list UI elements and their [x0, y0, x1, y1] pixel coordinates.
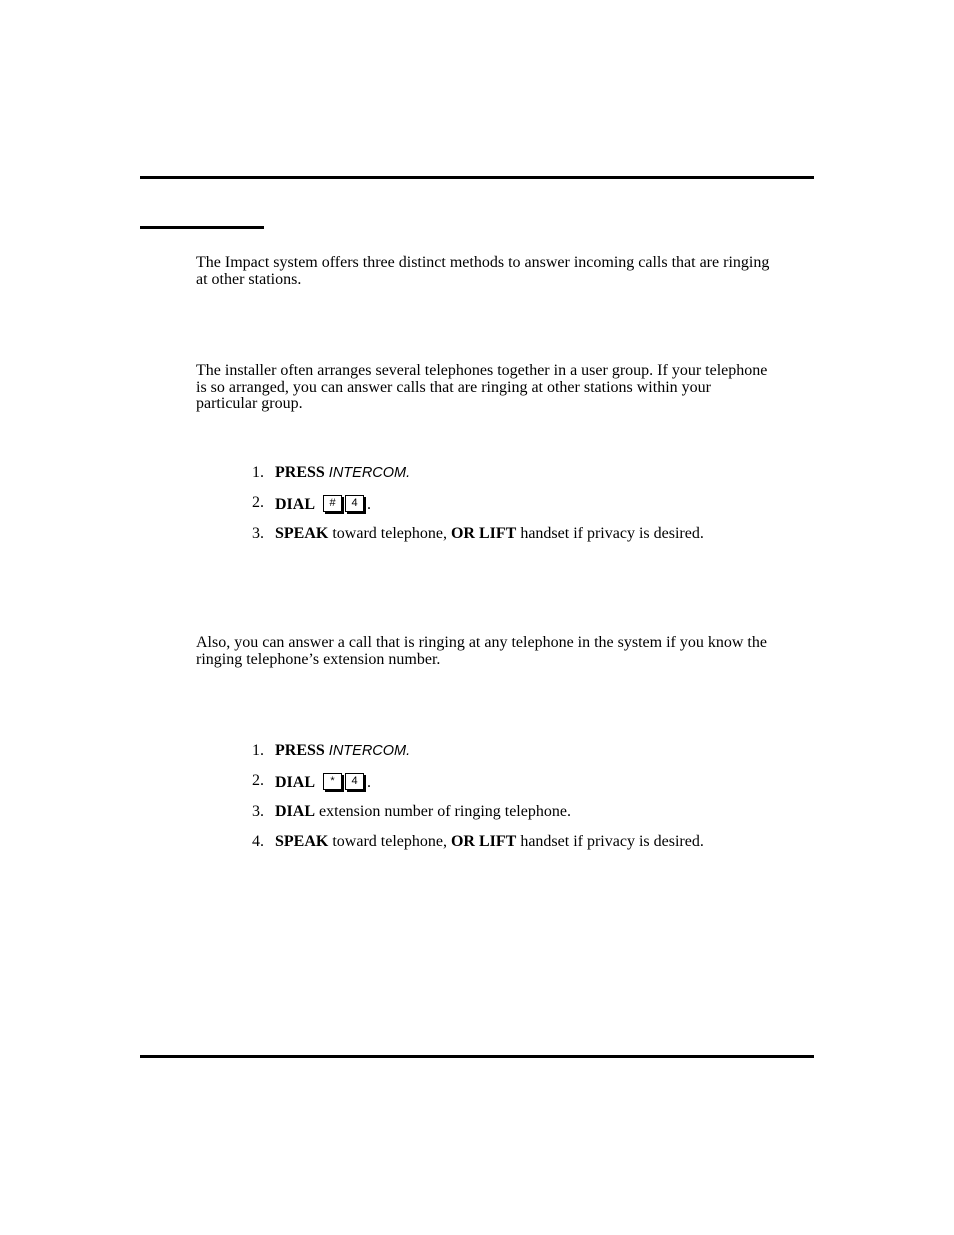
step-action: SPEAK	[275, 525, 329, 542]
step-number: 3.	[252, 525, 264, 542]
step-text: extension number of ringing telephone.	[315, 803, 571, 820]
list-item	[252, 526, 712, 543]
star-key: *	[323, 773, 342, 790]
intercom-button-label: INTERCOM	[328, 465, 407, 481]
intro-paragraph: The Impact system offers three distinct methods to answer incoming calls that are ringing at other stations.	[196, 254, 770, 288]
step-action-alt: OR LIFT	[450, 832, 517, 850]
step-action: PRESS	[275, 464, 325, 481]
step-number: 4.	[252, 832, 264, 850]
step-text: handset if privacy is desired.	[516, 525, 704, 542]
step-end: .	[367, 495, 372, 513]
four-key: 4	[345, 773, 364, 790]
list-item	[252, 465, 712, 482]
step-action: SPEAK	[275, 832, 329, 850]
four-key: 4	[345, 495, 364, 512]
header-rule	[140, 176, 814, 179]
step-number: 1.	[252, 464, 264, 481]
step-number: 2.	[252, 771, 264, 789]
step-action: PRESS	[275, 742, 325, 759]
footer-rule	[140, 1055, 814, 1058]
list-item	[252, 743, 712, 760]
step-action: DIAL	[275, 495, 316, 513]
step-number: 3.	[252, 803, 264, 820]
step-end: .	[406, 465, 411, 481]
dial-keys	[323, 496, 367, 513]
step-action: DIAL	[275, 803, 316, 820]
section-heading-rule	[140, 226, 264, 229]
list-item	[252, 495, 712, 514]
pound-key: #	[323, 495, 342, 512]
step-number: 1.	[252, 742, 264, 759]
list-item	[252, 834, 712, 851]
step-text: toward telephone,	[328, 525, 451, 542]
directed-pickup-steps	[252, 743, 712, 863]
directed-pickup-paragraph: Also, you can answer a call that is ringing at any telephone in the system if you know the ringing telephone’s extension number.	[196, 634, 767, 668]
step-number: 2.	[252, 493, 264, 511]
step-action: DIAL	[275, 773, 316, 791]
step-text: toward telephone,	[328, 832, 451, 850]
group-pickup-paragraph: The installer often arranges several telephones together in a user group. If your telephone is so arranged, you can answer calls that are ringing at other stations within your particular group.	[196, 362, 768, 412]
group-pickup-steps	[252, 465, 712, 556]
step-end: .	[406, 743, 411, 759]
intercom-button-label: INTERCOM	[328, 743, 407, 759]
step-action-alt: OR LIFT	[450, 525, 517, 542]
step-text: handset if privacy is desired.	[516, 832, 704, 850]
dial-keys	[323, 774, 367, 791]
list-item	[252, 804, 712, 821]
step-end: .	[367, 773, 372, 791]
list-item	[252, 773, 712, 792]
